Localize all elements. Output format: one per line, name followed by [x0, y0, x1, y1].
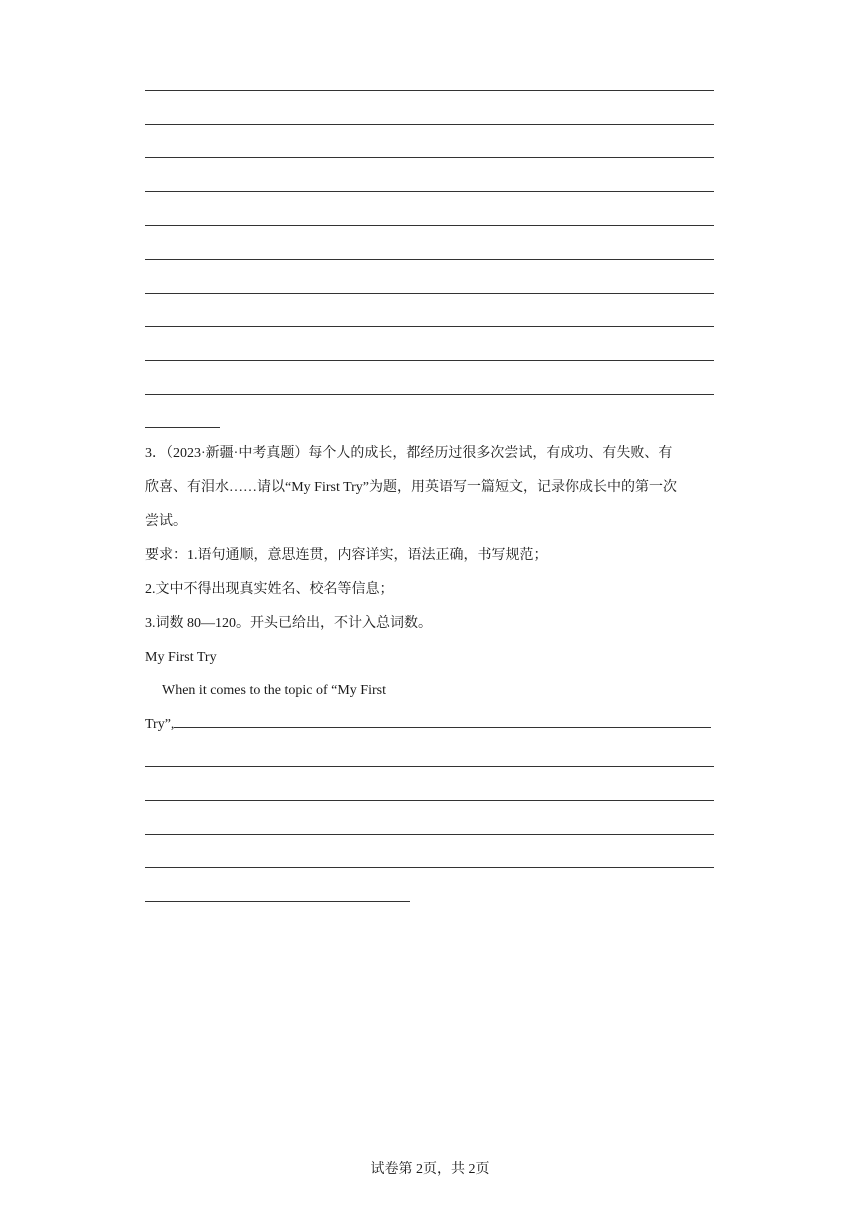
writing-line[interactable] — [145, 766, 714, 767]
answer-line — [145, 90, 714, 91]
answer-line — [145, 394, 714, 395]
answer-line — [145, 225, 714, 226]
writing-line-short[interactable] — [145, 901, 410, 902]
requirement-item: 2.文中不得出现真实姓名、校名等信息； — [145, 582, 394, 597]
essay-opening-continuation — [145, 715, 711, 735]
writing-line[interactable] — [174, 726, 711, 728]
requirement-item: 要求：1.语句通顺，意思连贯，内容详实，语法正确，书写规范； — [145, 548, 548, 563]
essay-opening: When it comes to the topic of “My First — [162, 683, 386, 698]
answer-line-short — [145, 427, 220, 428]
page-footer: 试卷第 2页，共 2页 — [370, 1162, 490, 1177]
question-text-line: 3．（2023·新疆·中考真题）每个人的成长，都经历过很多次尝试，有成功、有失败、有 — [145, 446, 673, 461]
writing-line[interactable] — [145, 867, 714, 868]
answer-line — [145, 259, 714, 260]
question-text-line: 欣喜、有泪水……请以“My First Try”为题，用英语写一篇短文，记录你成长中的第一次 — [145, 480, 678, 495]
question-text-line: 尝试。 — [145, 514, 187, 529]
answer-line — [145, 293, 714, 294]
writing-line[interactable] — [145, 834, 714, 835]
writing-line[interactable] — [145, 800, 714, 801]
answer-line — [145, 191, 714, 192]
answer-line — [145, 124, 714, 125]
essay-opening-text: Try”, — [145, 717, 175, 732]
essay-title: My First Try — [145, 650, 217, 665]
answer-line — [145, 326, 714, 327]
answer-line — [145, 157, 714, 158]
requirement-item: 3.词数 80—120。开头已给出，不计入总词数。 — [145, 616, 432, 631]
answer-line — [145, 360, 714, 361]
